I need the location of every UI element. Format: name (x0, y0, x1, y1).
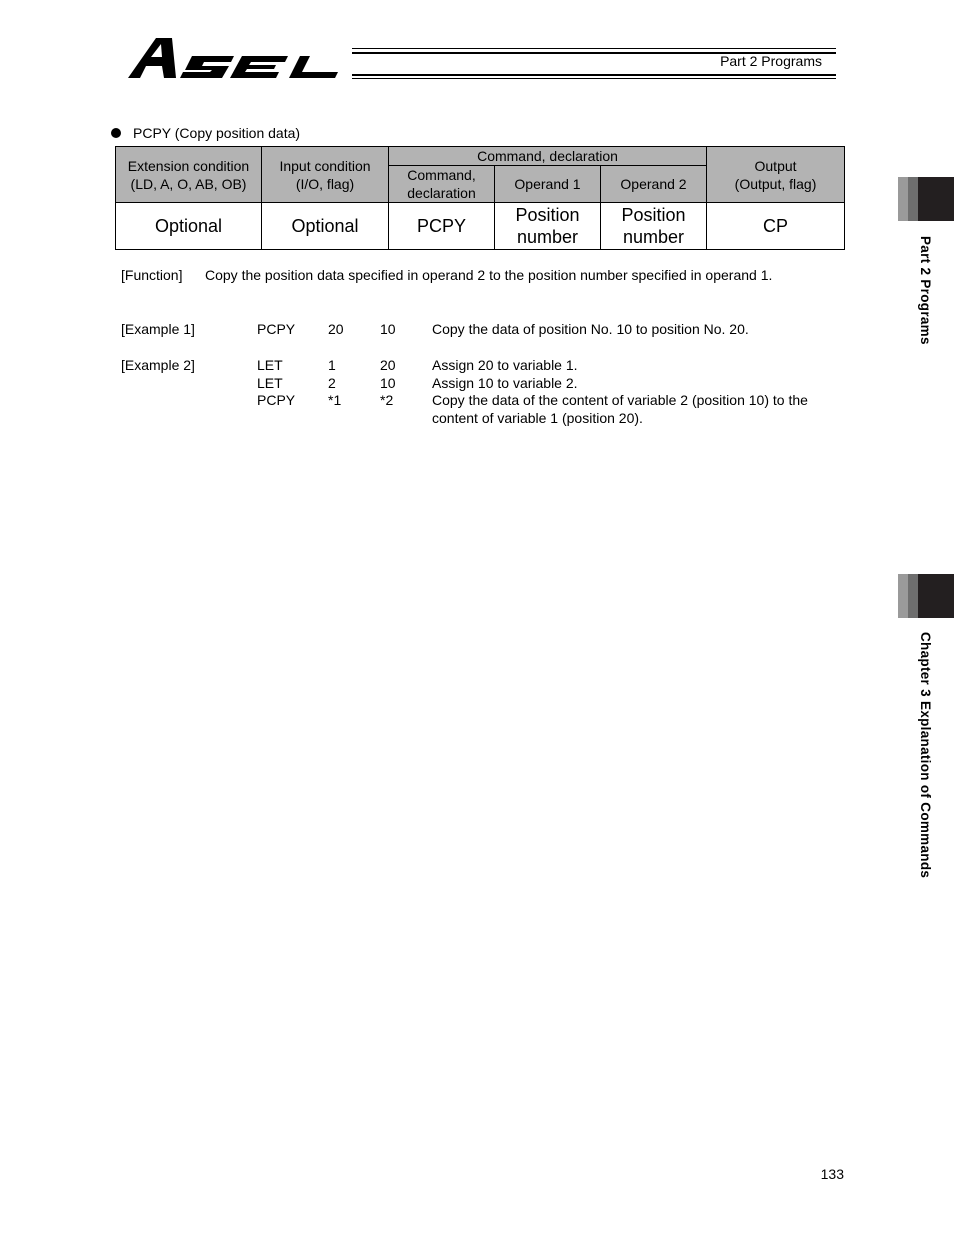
header-operand-2: Operand 2 (601, 166, 707, 203)
example-2-line-1-description: Assign 20 to variable 1. (432, 357, 578, 373)
example-2-line-2-command: LET (257, 375, 283, 391)
page-number: 133 (820, 1166, 844, 1182)
header-input-condition: Input condition (I/O, flag) (262, 147, 389, 203)
example-1-command: PCPY (257, 321, 296, 337)
example-2-line-2-operand-2: 10 (380, 375, 396, 391)
example-2-line-3-operand-2: *2 (380, 392, 394, 408)
value-output: CP (707, 203, 845, 250)
example-1-label: [Example 1] (121, 321, 195, 337)
value-operand-2: Position number (601, 203, 707, 250)
header-rule (352, 48, 836, 49)
example-2-line-1-command: LET (257, 357, 283, 373)
value-operand-1: Position number (495, 203, 601, 250)
side-tab-part-marker (918, 177, 954, 221)
side-tab-chapter-marker (918, 574, 954, 618)
function-text: Copy the position data specified in operand 2 to the position number specified in operand 1. (205, 267, 773, 283)
side-tab-chapter-label: Chapter 3 Explanation of Commands (918, 632, 933, 879)
header-section-title: Part 2 Programs (720, 53, 822, 69)
example-2-line-1-operand-2: 20 (380, 357, 396, 373)
side-tab-part-label: Part 2 Programs (918, 236, 933, 345)
header-command-declaration-group: Command, declaration (389, 147, 707, 166)
header-rule (352, 78, 836, 79)
example-1-description: Copy the data of position No. 10 to position No. 20. (432, 321, 749, 337)
side-tab-part-marker (908, 177, 918, 221)
value-command: PCPY (389, 203, 495, 250)
header-command: Command, declaration (389, 166, 495, 203)
side-tab-chapter-marker (908, 574, 918, 618)
header-operand-1: Operand 1 (495, 166, 601, 203)
example-2-line-3-operand-1: *1 (328, 392, 342, 408)
header-rule (352, 74, 836, 76)
bullet-icon (111, 128, 121, 138)
command-table (115, 146, 845, 250)
function-label: [Function] (121, 267, 183, 283)
example-1-operand-1: 20 (328, 321, 344, 337)
side-tab-part-marker (898, 177, 908, 221)
example-2-line-1-operand-1: 1 (328, 357, 336, 373)
value-extension-condition: Optional (116, 203, 262, 250)
header-output: Output (Output, flag) (707, 147, 845, 203)
example-2-line-2-operand-1: 2 (328, 375, 336, 391)
value-input-condition: Optional (262, 203, 389, 250)
example-2-label: [Example 2] (121, 357, 195, 373)
example-1-operand-2: 10 (380, 321, 396, 337)
example-2-line-3-command: PCPY (257, 392, 296, 408)
example-2-line-3-description: Copy the data of the content of variable 2 (position 10) to the content of variable 1 (position 20). (432, 392, 808, 426)
example-2-line-2-description: Assign 10 to variable 2. (432, 375, 578, 391)
side-tab-chapter-marker (898, 574, 908, 618)
header-extension-condition: Extension condition (LD, A, O, AB, OB) (116, 147, 262, 203)
asel-logo (126, 34, 351, 80)
command-heading: PCPY (Copy position data) (133, 125, 301, 141)
